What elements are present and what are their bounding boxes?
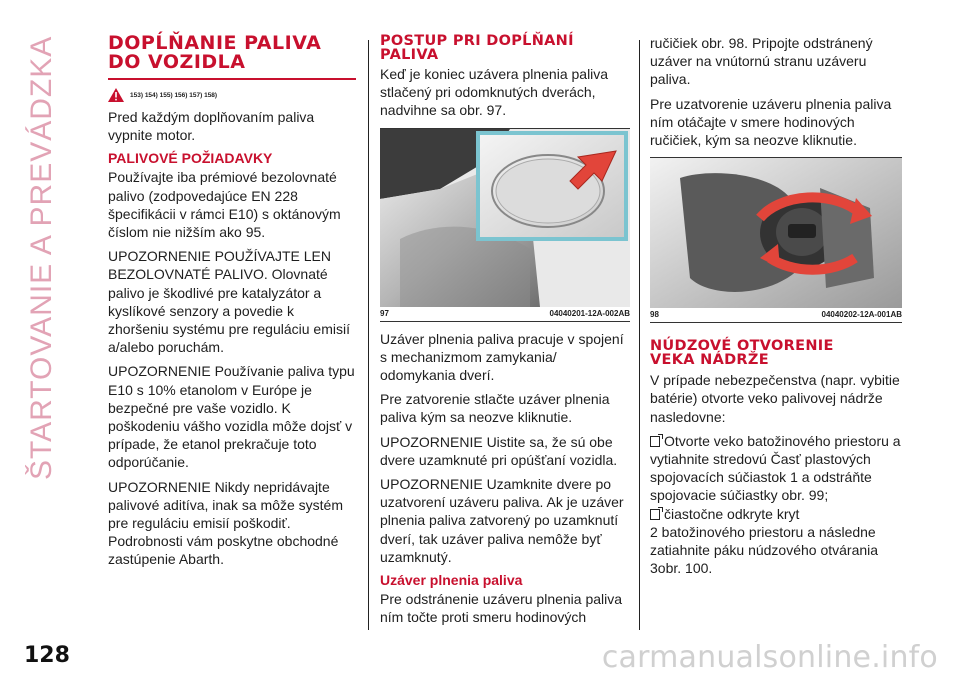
column-2 bbox=[380, 34, 630, 632]
subheading: PALIVOVÉ POŽIADAVKY bbox=[108, 150, 273, 167]
column-divider bbox=[639, 40, 640, 630]
figure-caption bbox=[650, 308, 902, 322]
section-side-title: ŠTARTOVANIE A PREVÁDZKA bbox=[25, 35, 58, 480]
heading-line-2: PALIVA bbox=[380, 47, 439, 63]
checkbox-bullet-icon bbox=[650, 509, 660, 520]
paragraph: Keď je koniec uzávera plnenia paliva stlačený pri odomknutých dverách, nadvihne sa obr. 97. bbox=[380, 66, 609, 119]
paragraph: UPOZORNENIE Nikdy nepridávajte palivové aditíva, inak sa môže systém pre reguláciu emisií poškodiť. Podrobnosti vám poskytne obchodné zastúpenie Abarth. bbox=[108, 478, 343, 568]
column-1 bbox=[108, 34, 356, 575]
paragraph: Pre uzatvorenie uzáveru plnenia paliva ním otáčajte v smere hodinových ručičiek, kým sa neozve kliknutie. bbox=[650, 95, 892, 149]
bullet-text: čiastočne odkryte kryt bbox=[664, 505, 800, 522]
paragraph: UPOZORNENIE Používanie paliva typu E10 s 10% etanolom v Európe je bezpečné pre vaše vozidlo. K poškodeniu vášho vozidla môže dojsť v prípade, že etanol prekračuje toto odporúčanie. bbox=[108, 363, 355, 471]
watermark: carmanualsonline.info bbox=[601, 640, 938, 675]
bullet-text: Otvorte veko batožinového priestoru a vytiahnite stredovú Časť plastových spojovacích súčiastok 1 a odstráňte spojovacie súčiastky obr. 99; bbox=[650, 432, 901, 504]
section-heading bbox=[108, 34, 356, 72]
column-3 bbox=[650, 34, 902, 583]
figure-caption bbox=[380, 307, 630, 321]
section-heading bbox=[380, 34, 630, 62]
page-number: 128 bbox=[24, 643, 70, 668]
paragraph: Uzáver plnenia paliva pracuje v spojení s mechanizmom zamykania/ odomykania dverí. bbox=[380, 330, 624, 384]
warning-triangle-icon bbox=[108, 88, 124, 102]
paragraph: 2 batožinového priestoru a následne zatiahnite páku núdzového otvárania 3obr. 100. bbox=[650, 523, 879, 577]
paragraph: Používajte iba prémiové bezolovnaté palivo (zodpovedajúce EN 228 špecifikácii v rámci E10) s oktánovým číslom nie nižším ako 95. bbox=[108, 169, 341, 241]
fuel-door-illustration bbox=[380, 129, 630, 307]
heading-line-1: NÚDZOVÉ OTVORENIE bbox=[650, 338, 834, 355]
paragraph: UPOZORNENIE POUŽÍVAJTE LEN BEZOLOVNATÉ PALIVO. Olovnaté palivo je škodlivé pre katalyzátor a kyslíkové senzory a povedie k zhoršeniu systému pre reguláciu emisií a/alebo poruchám. bbox=[108, 248, 350, 356]
heading-line-2: VEKA NÁDRŽE bbox=[650, 352, 769, 369]
checkbox-bullet-icon bbox=[650, 436, 660, 447]
paragraph: Pred každým doplňovaním paliva vypnite motor. bbox=[108, 109, 315, 144]
bullet-item bbox=[650, 432, 902, 505]
figure-97 bbox=[380, 128, 630, 322]
subheading: Uzáver plnenia paliva bbox=[380, 572, 523, 589]
section-heading bbox=[650, 339, 902, 367]
paragraph: ručičiek obr. 98. Pripojte odstránený uzáver na vnútornú stranu uzáveru paliva. bbox=[650, 35, 873, 88]
bullet-item bbox=[650, 505, 902, 523]
paragraph: UPOZORNENIE Uzamknite dvere po uzatvorení uzáveru paliva. Ak je uzáver plnenia paliva zatvorený po uzamknutí dverí, tak uzáver paliva nemôže byť uzamknutý. bbox=[380, 476, 624, 565]
paragraph: V prípade nebezpečenstva (napr. vybitie batérie) otvorte veko palivovej nádrže nasledovne: bbox=[650, 372, 900, 425]
figure-code: 04040201-12A-002AB bbox=[549, 308, 630, 318]
warning-refs: 153) 154) 155) 156) 157) 158) bbox=[130, 91, 218, 99]
heading-line-1: DOPĹŇANIE PALIVA bbox=[108, 32, 322, 54]
figure-number: 97 bbox=[380, 308, 389, 318]
figure-98 bbox=[650, 157, 902, 323]
heading-line-1: POSTUP PRI DOPĹŇANÍ bbox=[380, 33, 574, 49]
paragraph: Pre zatvorenie stlačte uzáver plnenia paliva kým sa neozve kliknutie. bbox=[380, 391, 610, 426]
heading-rule bbox=[108, 78, 356, 80]
column-divider bbox=[368, 40, 369, 630]
figure-code: 04040202-12A-001AB bbox=[821, 310, 902, 320]
heading-line-2: DO VOZIDLA bbox=[108, 51, 246, 73]
warning-reference-row bbox=[108, 88, 356, 102]
figure-number: 98 bbox=[650, 310, 659, 320]
paragraph: Pre odstránenie uzáveru plnenia paliva ním točte proti smeru hodinových bbox=[380, 591, 623, 626]
paragraph: UPOZORNENIE Uistite sa, že sú obe dvere uzamknuté pri opúšťaní vozidla. bbox=[380, 433, 618, 468]
fuel-cap-illustration bbox=[650, 158, 902, 308]
